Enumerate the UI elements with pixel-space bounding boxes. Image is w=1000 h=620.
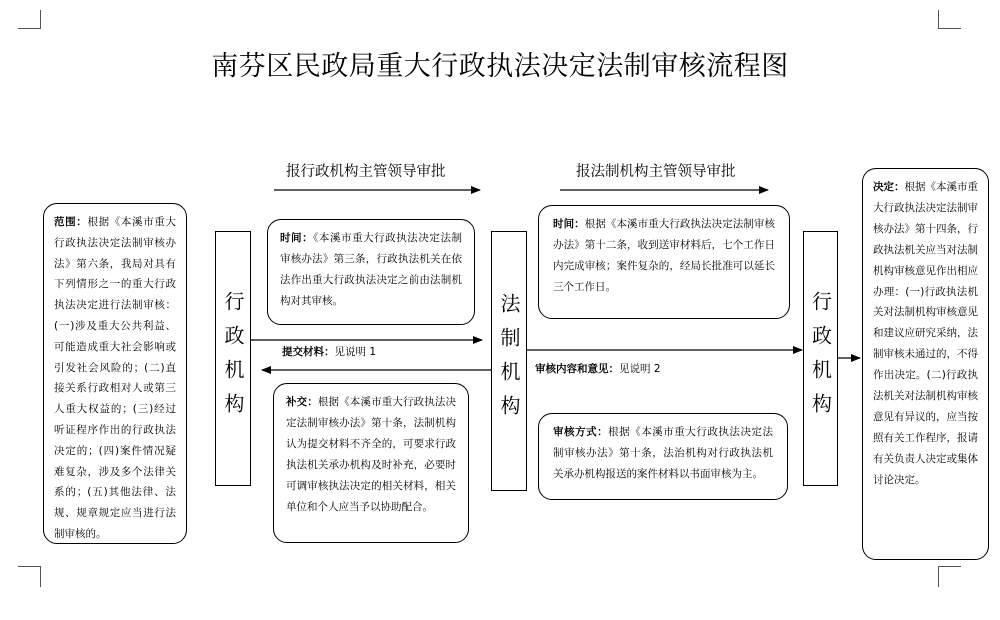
review-method-box (538, 413, 788, 500)
review-method-text: 根据《本溪市重大行政执法决定法制审核办法》第十条，法治机构对行政执法机关承办机构报送的案件材料以书面审核为主。 (553, 426, 774, 480)
review-content-key: 审核内容和意见： (535, 363, 619, 375)
top-left-arrow-label: 报行政机构主管领导审批 (286, 164, 446, 180)
column-middle-label: 法制机构 (497, 293, 521, 429)
time-left-label: 时间： (280, 232, 314, 244)
review-method-label: 审核方式： (553, 426, 609, 438)
scope-text: 根据《本溪市重大行政执法决定法制审核办法》第六条，我局对具有下列情形之一的重大行政执法决定进行法制审核：(一)涉及重大公共利益、可能造成重大社会影响或引发社会风险的；(二)直接关系行政相对人或第三人重大权益的；(三)经过听证程序作出的行政执法决定的；(四)案件情况疑难复杂，涉及多个法律关系的；(五)其他法律、法规、规章规定应当进行法制审核的。 (54, 216, 177, 540)
decision-label: 决定： (873, 181, 905, 193)
supplement-label: 补交： (286, 396, 318, 408)
submit-materials-key: 提交材料： (282, 346, 335, 358)
diagram-title: 南芬区民政局重大行政执法决定法制审核流程图 (211, 51, 789, 82)
time-right-text: 根据《本溪市重大行政执法决定法制审核办法》第十二条，收到送审材料后，七个工作日内完成审核；案件复杂的，经局长批准可以延长三个工作日。 (553, 218, 776, 293)
column-right-admin (803, 231, 838, 486)
column-middle-legal (491, 231, 527, 491)
submit-materials-label (282, 344, 376, 359)
scope-box (43, 203, 187, 544)
time-box-left (267, 219, 475, 325)
time-box-right (538, 205, 790, 319)
top-right-arrow-label: 报法制机构主管领导审批 (576, 164, 736, 180)
review-content-label (535, 361, 661, 376)
supplement-box (273, 383, 469, 543)
submit-materials-value: 见说明 1 (334, 346, 377, 358)
column-left-admin (215, 231, 251, 486)
column-right-label: 行政机构 (808, 290, 833, 427)
decision-text: 根据《本溪市重大行政执法决定法制审核办法》第十四条，行政执法机关应当对法制机构审核意见作出相应办理：(一)行政执法机关对法制机构审核意见和建议应研究采纳，法制审核未通过的，不得作出决定。(二)行政执法机关对法制机构审核意见有异议的，应当按照有关工作程序，报请有关负责人决定或集体讨论决定。 (873, 181, 978, 486)
column-left-label: 行政机构 (221, 290, 245, 427)
review-content-value: 见说明 2 (619, 363, 661, 375)
decision-box (862, 168, 989, 560)
time-right-label: 时间： (553, 218, 585, 230)
supplement-text: 根据《本溪市重大行政执法决定法制审核办法》第十条，法制机构认为提交材料不齐全的，可要求行政执法机关承办机构及时补充，必要时可调审核执法决定的相关材料，相关单位和个人应当予以协助配合。 (286, 396, 457, 513)
time-left-text: 《本溪市重大行政执法决定法制审核办法》第三条，行政执法机关在依法作出重大行政执法决定之前由法制机构对其审核。 (280, 232, 462, 307)
scope-label: 范围： (54, 216, 88, 228)
